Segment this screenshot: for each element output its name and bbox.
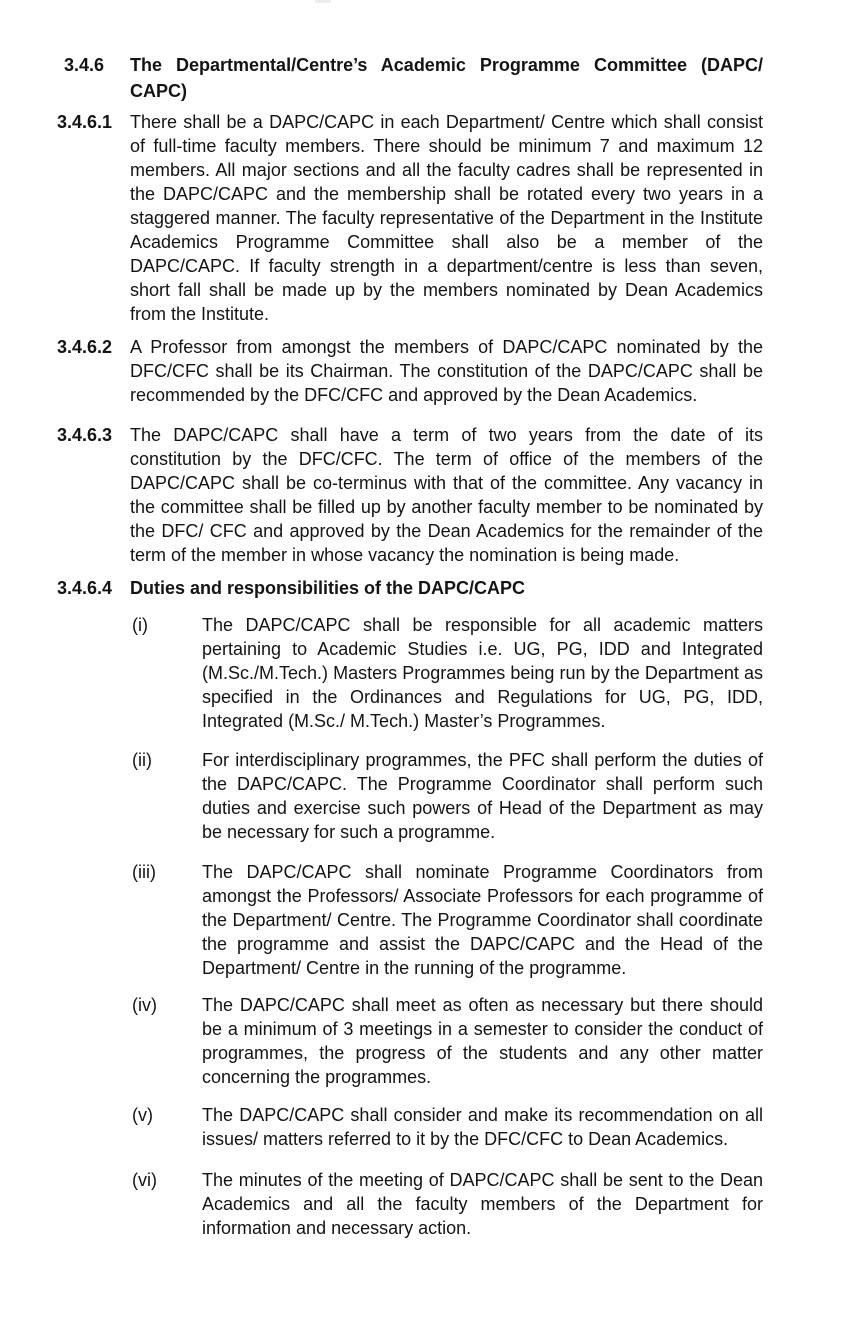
list-item-label: (ii)	[132, 750, 152, 770]
list-item-label: (i)	[132, 615, 148, 635]
page-content	[57, 52, 763, 1240]
list-item-vi	[132, 1168, 763, 1240]
paragraph-3-4-6-2	[57, 335, 763, 407]
list-item-text: The DAPC/CAPC shall nominate Programme Coordinators from amongst the Professors/ Associate Professors for each programme of the Department/ Centre. The Programme Coordinator shall coordinate the programme and assist the DAPC/CAPC and the Head of the Department/ Centre in the running of the programme.	[202, 862, 763, 978]
clause-text: The DAPC/CAPC shall have a term of two years from the date of its constitution by the DFC/CFC. The term of office of the members of the DAPC/CAPC shall be co-terminus with that of the committee. Any vacancy in the committee shall be filled up by another faculty member to be nominated by the DFC/ CFC and approved by the Dean Academics for the remainder of the term of the member in whose vacancy the nomination is being made.	[130, 425, 763, 565]
list-item-label: (iv)	[132, 995, 157, 1015]
list-item-text: The DAPC/CAPC shall be responsible for all academic matters pertaining to Academic Studies i.e. UG, PG, IDD and Integrated (M.Sc./M.Tech.) Masters Programmes being run by the Department as specified in the Ordinances and Regulations for UG, PG, IDD, Integrated (M.Sc./ M.Tech.) Master’s Programmes.	[202, 615, 763, 731]
list-item-iii	[132, 860, 763, 980]
clause-number: 3.4.6.2	[57, 337, 113, 357]
list-item-text: For interdisciplinary programmes, the PFC shall perform the duties of the DAPC/CAPC. The Programme Coordinator shall perform such duties and exercise such powers of Head of the Department as may be necessary for such a programme.	[202, 750, 763, 842]
paragraph-3-4-6-1	[57, 110, 763, 326]
list-item-label: (vi)	[132, 1170, 157, 1190]
duties-list	[130, 613, 763, 1240]
list-item-text: The DAPC/CAPC shall meet as often as necessary but there should be a minimum of 3 meetings in a semester to consider the conduct of programmes, the progress of the students and any other matter concerning the programmes.	[202, 995, 763, 1087]
scan-artifact	[315, 0, 331, 3]
list-item-v	[132, 1103, 763, 1151]
list-item-i	[132, 613, 763, 733]
duties-list-wrapper	[57, 613, 763, 1240]
subsection-heading-text: Duties and responsibilities of the DAPC/CAPC	[130, 578, 526, 598]
list-item-ii	[132, 748, 763, 844]
clause-text: There shall be a DAPC/CAPC in each Department/ Centre which shall consist of full-time faculty members. There should be minimum 7 and maximum 12 members. All major sections and all the faculty cadres shall be represented in the DAPC/CAPC and the membership shall be rotated every two years in a staggered manner. The faculty representative of the Department in the Institute Academics Programme Committee shall also be a member of the DAPC/CAPC. If faculty strength in a department/centre is less than seven, short fall shall be made up by the members nominated by Dean Academics from the Institute.	[130, 112, 763, 324]
list-item-text: The minutes of the meeting of DAPC/CAPC shall be sent to the Dean Academics and all the faculty members of the Department for information and necessary action.	[202, 1170, 763, 1238]
clause-text: A Professor from amongst the members of DAPC/CAPC nominated by the DFC/CFC shall be its Chairman. The constitution of the DAPC/CAPC shall be recommended by the DFC/CFC and approved by the Dean Academics.	[130, 337, 763, 405]
list-item-text: The DAPC/CAPC shall consider and make its recommendation on all issues/ matters referred to it by the DFC/CFC to Dean Academics.	[202, 1105, 763, 1149]
list-item-label: (iii)	[132, 862, 156, 882]
clause-number: 3.4.6.4	[57, 578, 113, 598]
list-item-iv	[132, 993, 763, 1089]
clause-number: 3.4.6.1	[57, 112, 113, 132]
subsection-heading-3-4-6-4	[57, 576, 763, 600]
section-heading-3-4-6	[57, 52, 763, 104]
section-number: 3.4.6	[64, 55, 105, 75]
clause-number: 3.4.6.3	[57, 425, 113, 445]
section-heading-text: The Departmental/Centre’s Academic Programme Committee (DAPC/ CAPC)	[130, 55, 763, 101]
list-item-label: (v)	[132, 1105, 153, 1125]
paragraph-3-4-6-3	[57, 423, 763, 567]
